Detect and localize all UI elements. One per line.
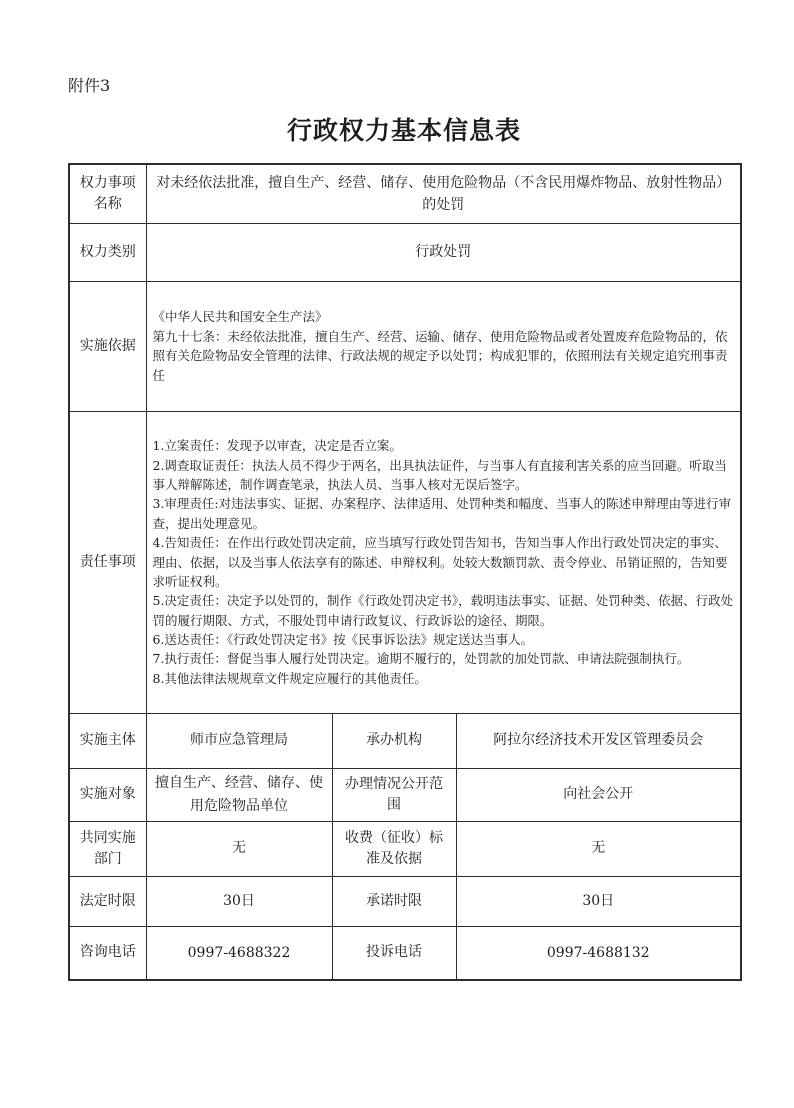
table-row-time-limits <box>69 876 741 926</box>
responsibility-item-3: 3.审理责任:对违法事实、证据、办案程序、法律适用、处罚种类和幅度、当事人的陈述申辩理由等进行审查，提出处理意见。 <box>152 496 732 531</box>
label-implementation-target: 实施对象 <box>69 768 146 821</box>
info-table <box>68 163 742 981</box>
responsibility-item-8: 8.其他法律法规规章文件规定应履行的其他责任。 <box>152 670 427 686</box>
label-statutory-time-limit: 法定时限 <box>69 876 146 926</box>
label-disclosure-scope: 办理情况公开范围 <box>332 768 456 821</box>
label-complaint-phone: 投诉电话 <box>332 926 456 980</box>
table-row-joint-departments <box>69 821 741 876</box>
value-implementation-target: 擅自生产、经营、储存、使用危险物品单位 <box>146 768 332 821</box>
table-row-implementation-basis <box>69 281 741 411</box>
table-row-power-item-name <box>69 164 741 223</box>
basis-line-law-title: 《中华人民共和国安全生产法》 <box>152 309 328 325</box>
attachment-label: 附件3 <box>68 76 111 95</box>
value-implementation-basis <box>146 281 741 411</box>
responsibility-item-6: 6.送达责任：《行政处罚决定书》按《民事诉讼法》规定送达当事人。 <box>152 632 534 647</box>
value-consultation-phone: 0997-4688322 <box>146 926 332 980</box>
label-undertaking-agency: 承办机构 <box>332 713 456 768</box>
basis-line-article: 第九十七条：未经依法批准，擅自生产、经营、运输、储存、使用危险物品或者处置废弃危险物品的，依照有关危险物品安全管理的法律、行政法规的规定予以处罚；构成犯罪的，依照刑法有关规定追究刑事责任 <box>152 328 728 383</box>
responsibility-item-7: 7.执行责任：督促当事人履行处罚决定。逾期不履行的，处罚款的加处罚款、申请法院强制执行。 <box>152 651 690 667</box>
table-row-implementation-target <box>69 768 741 821</box>
value-power-category: 行政处罚 <box>146 223 741 281</box>
table-row-responsibility-items <box>69 411 741 713</box>
label-implementing-body: 实施主体 <box>69 713 146 768</box>
value-implementing-body: 师市应急管理局 <box>146 713 332 768</box>
value-statutory-time-limit: 30日 <box>146 876 332 926</box>
value-joint-departments: 无 <box>146 821 332 876</box>
responsibility-item-1: 1.立案责任：发现予以审查，决定是否立案。 <box>152 438 402 454</box>
responsibility-item-4: 4.告知责任：在作出行政处罚决定前，应当填写行政处罚告知书，告知当事人作出行政处罚决定的事实、理由、依据，以及当事人依法享有的陈述、申辩权利。处较大数额罚款、责令停业、吊销证照的，告知要求听证权利。 <box>152 535 728 589</box>
label-consultation-phone: 咨询电话 <box>69 926 146 980</box>
table-row-power-category <box>69 223 741 281</box>
label-power-category: 权力类别 <box>69 223 146 281</box>
value-complaint-phone: 0997-4688132 <box>456 926 741 980</box>
value-fee-standard: 无 <box>456 821 741 876</box>
value-power-item-name: 对未经依法批准，擅自生产、经营、储存、使用危险物品（不含民用爆炸物品、放射性物品）的处罚 <box>146 164 741 223</box>
label-promised-time-limit: 承诺时限 <box>332 876 456 926</box>
page-title: 行政权力基本信息表 <box>286 116 521 146</box>
label-fee-standard: 收费（征收）标准及依据 <box>332 821 456 876</box>
value-responsibility-items <box>146 411 741 713</box>
table-row-implementing-body <box>69 713 741 768</box>
label-implementation-basis: 实施依据 <box>69 281 146 411</box>
label-joint-departments: 共同实施部门 <box>69 821 146 876</box>
label-power-item-name: 权力事项名称 <box>69 164 146 223</box>
value-undertaking-agency: 阿拉尔经济技术开发区管理委员会 <box>456 713 741 768</box>
value-disclosure-scope: 向社会公开 <box>456 768 741 821</box>
table-row-phone-numbers <box>69 926 741 980</box>
label-responsibility-items: 责任事项 <box>69 411 146 713</box>
responsibility-item-5: 5.决定责任：决定予以处罚的，制作《行政处罚决定书》，载明违法事实、证据、处罚种类、依据、行政处罚的履行期限、方式，不服处罚申请行政复议、行政诉讼的途径、期限。 <box>152 593 734 628</box>
responsibility-item-2: 2.调查取证责任：执法人员不得少于两名，出具执法证件，与当事人有直接利害关系的应当回避。听取当事人辩解陈述，制作调查笔录，执法人员、当事人核对无误后签字。 <box>152 457 727 492</box>
value-promised-time-limit: 30日 <box>456 876 741 926</box>
